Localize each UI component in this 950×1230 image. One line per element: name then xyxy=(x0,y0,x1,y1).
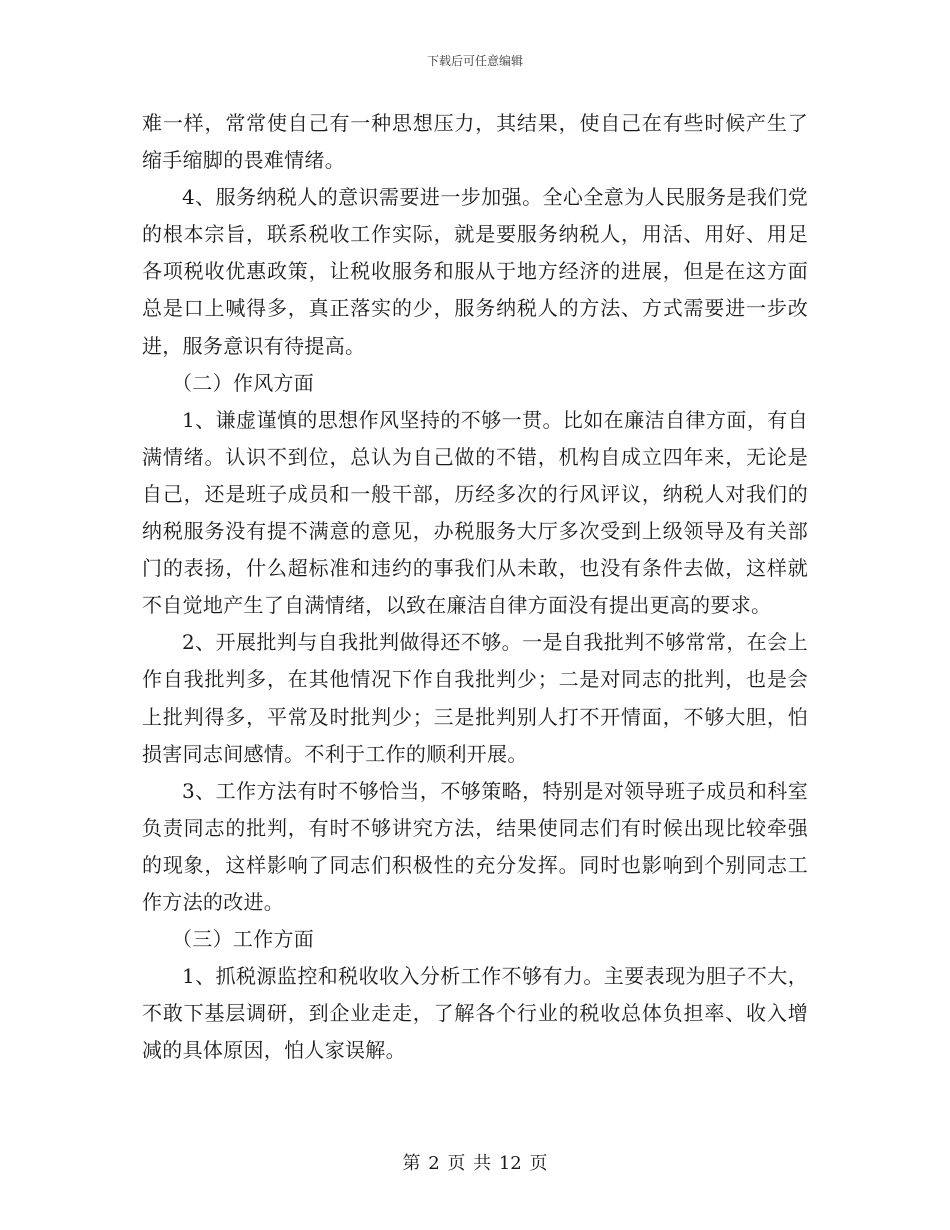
paragraph-continuation: 难一样，常常使自己有一种思想压力，其结果，使自己在有些时候产生了缩手缩脚的畏难情绪。 xyxy=(142,111,808,173)
paragraph-item-3-work-method: 3、工作方法有时不够恰当，不够策略，特别是对领导班子成员和科室负责同志的批判，有时不够讲究方法，结果使同志们有时候出现比较牵强的现象，这样影响了同志们积极性的充分发挥。同时也影响到个别同志工作方法的改进。 xyxy=(142,778,808,914)
page-header: 下载后可任意编辑 xyxy=(426,54,523,68)
section-heading-work-aspects: （三）工作方面 xyxy=(172,927,315,952)
paragraph-item-4-service-awareness: 4、服务纳税人的意识需要进一步加强。全心全意为人民服务是我们党的根本宗旨，联系税收工作实际，就是要服务纳税人，用活、用好、用足各项税收优惠政策，让税收服务和服从于地方经济的进展，但是在这方面总是口上喊得多，真正落实的少，服务纳税人的方法、方式需要进一步改进，服务意识有待提高。 xyxy=(142,185,808,358)
paragraph-item-2-criticism: 2、开展批判与自我批判做得还不够。一是自我批判不够常常，在会上作自我批判多，在其他情况下作自我批判少；二是对同志的批判，也是会上批判得多，平常及时批判少；三是批判别人打不开情面，不够大胆，怕损害同志间感情。不利于工作的顺利开展。 xyxy=(142,630,808,766)
paragraph-item-1-modesty: 1、谦虚谨慎的思想作风坚持的不够一贯。比如在廉洁自律方面，有自满情绪。认识不到位，总认为自己做的不错，机构自成立四年来，无论是自己，还是班子成员和一般干部，历经多次的行风评议，纳税人对我们的纳税服务没有提不满意的意见，办税服务大厅多次受到上级领导及有关部门的表扬，什么超标准和违约的事我们从未敢，也没有条件去做，这样就不自觉地产生了自满情绪，以致在廉洁自律方面没有提出更高的要求。 xyxy=(142,407,808,618)
document-body xyxy=(142,105,808,1069)
section-heading-work-style: （二）作风方面 xyxy=(172,370,315,395)
paragraph-item-1-tax-monitoring: 1、抓税源监控和税收收入分析工作不够有力。主要表现为胆子不大，不敢下基层调研，到企业走走，了解各个行业的税收总体负担率、收入增减的具体原因，怕人家误解。 xyxy=(142,964,808,1063)
page-number-footer: 第 2 页 共 12 页 xyxy=(402,1153,548,1174)
